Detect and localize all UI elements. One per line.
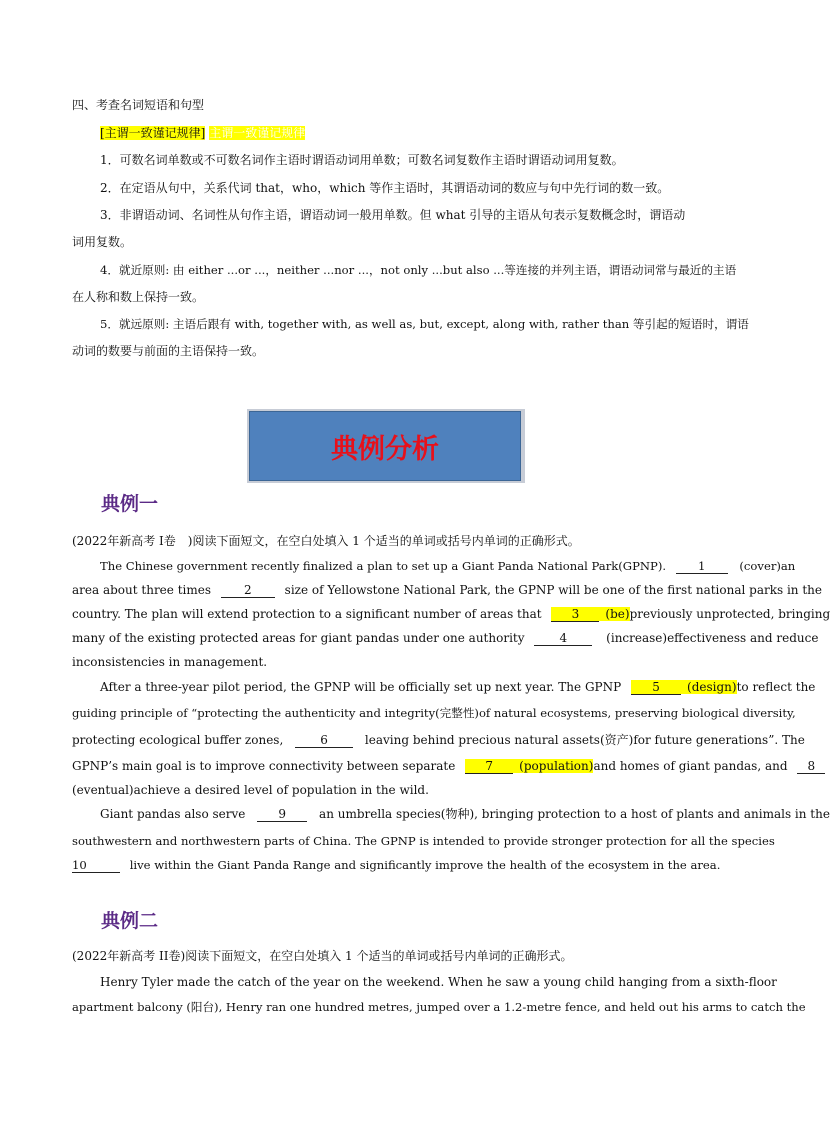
p1-line-5: inconsistencies in management.: [72, 655, 268, 669]
p3-text: Giant pandas also serve: [100, 807, 246, 821]
p2-text: and homes of giant pandas, and: [593, 759, 788, 773]
blank-2[interactable]: 2: [221, 583, 275, 598]
rule-2: 2．在定语从句中，关系代词 that，who，which 等作主语时，其谓语动词的数应与句中先行词的数一致。: [100, 181, 670, 195]
blank-9[interactable]: 9: [257, 807, 307, 822]
p3-text: an umbrella species(物种), bringing protection to a host of plants and animals in the: [319, 807, 830, 821]
blank-8[interactable]: 8: [797, 759, 825, 774]
hint-7: (population): [513, 759, 593, 773]
p1-line-4: [72, 630, 819, 646]
p1-line-3: [72, 606, 830, 622]
hint-5: (design): [681, 680, 737, 694]
p2-text: protecting ecological buffer zones,: [72, 733, 284, 747]
blank-1[interactable]: 1: [676, 559, 728, 574]
p1-text: area about three times: [72, 583, 211, 597]
hint-3: (be): [599, 607, 629, 621]
blank-10[interactable]: 10: [72, 858, 120, 873]
p2-text: After a three-year pilot period, the GPNP will be officially set up next year. The GPNP: [100, 680, 622, 694]
blank-6[interactable]: 6: [295, 733, 353, 748]
p2-line-3: [72, 732, 805, 748]
p2-text: leaving behind precious natural assets(资产)for future generations”. The: [364, 733, 805, 747]
p3-line-1: [100, 806, 830, 822]
example-1-title: 典例一: [101, 493, 159, 515]
rule-3-line-2: 词用复数。: [72, 235, 133, 249]
p3-line-2: southwestern and northwestern parts of China. The GPNP is intended to provide stronger protection for all the species: [72, 834, 775, 848]
rule-5-line-2: 动词的数要与前面的主语保持一致。: [72, 344, 265, 358]
p1-line-1: [100, 558, 796, 574]
section-heading: 四、考查名词短语和句型: [72, 98, 205, 112]
p1-text: country. The plan will extend protection to a significant number of areas that: [72, 607, 542, 621]
rule-tag-label: [主谓一致谨记规律]: [100, 126, 206, 140]
rule-4-line-1: 4．就近原则: 由 either ...or ...，neither ...nor ...，not only ...but also ...等连接的并列主语，谓语动词常与最近的主语: [100, 263, 737, 277]
p3-text: live within the Giant Panda Range and significantly improve the health of the ecosystem in the area.: [129, 858, 721, 872]
p2-text: GPNP’s main goal is to improve connectivity between separate: [72, 759, 456, 773]
rule-5-line-1: 5．就远原则: 主语后跟有 with, together with, as well as, but, except, along with, rather than 等引起的短语时，谓语: [100, 317, 749, 331]
p3-line-3: [72, 857, 776, 873]
p1-text: size of Yellowstone National Park, the GPNP will be one of the first national parks in the: [284, 583, 822, 597]
example-banner: [247, 409, 525, 483]
example-2-title: 典例二: [101, 910, 159, 932]
blank-4[interactable]: 4: [534, 631, 592, 646]
blank-3[interactable]: 3: [551, 607, 599, 622]
rule-1: 1．可数名词单数或不可数名词作主语时谓语动词用单数；可数名词复数作主语时谓语动词用复数。: [100, 153, 624, 167]
p1-text: (increase)effectiveness and reduce: [606, 631, 819, 645]
p1-text: many of the existing protected areas for giant pandas under one authority: [72, 631, 525, 645]
p1-line-2: [72, 582, 822, 598]
e2-line-2: apartment balcony (阳台), Henry ran one hundred metres, jumped over a 1.2-metre fence, and held out his arms to catch the: [72, 1000, 806, 1014]
p2-line-4: [72, 758, 816, 774]
p1-text: The Chinese government recently finalized a plan to set up a Giant Panda National Park(GPNP).: [100, 559, 667, 573]
p1-text: previously unprotected, bringing: [629, 607, 830, 621]
rule-4-line-2: 在人称和数上保持一致。: [72, 290, 205, 304]
p2-line-5: (eventual)achieve a desired level of population in the wild.: [72, 783, 429, 797]
p2-line-2: guiding principle of “protecting the authenticity and integrity(完整性)of natural ecosystems, preserving biological diversity,: [72, 706, 796, 720]
rule-tag: [100, 125, 804, 141]
rule-3-line-1: 3．非谓语动词、名词性从句作主语，谓语动词一般用单数。但 what 引导的主语从句表示复数概念时，谓语动: [100, 208, 686, 222]
rule-tag-note: 主谓一致谨记规律: [209, 126, 306, 140]
example-2-source: (2022年新高考 II卷)阅读下面短文，在空白处填入 1 个适当的单词或括号内单词的正确形式。: [72, 949, 573, 963]
blank-7[interactable]: 7: [465, 759, 513, 774]
blank-5[interactable]: 5: [631, 680, 681, 695]
p2-line-1: [100, 679, 816, 695]
banner-text: 典例分析: [331, 433, 439, 465]
e2-line-1: Henry Tyler made the catch of the year on the weekend. When he saw a young child hanging from a sixth-floor: [100, 975, 777, 989]
p2-text: to reflect the: [736, 680, 816, 694]
example-1-source: (2022年新高考 I卷 )阅读下面短文，在空白处填入 1 个适当的单词或括号内单词的正确形式。: [72, 534, 580, 548]
hint-1: (cover)an: [739, 559, 796, 573]
